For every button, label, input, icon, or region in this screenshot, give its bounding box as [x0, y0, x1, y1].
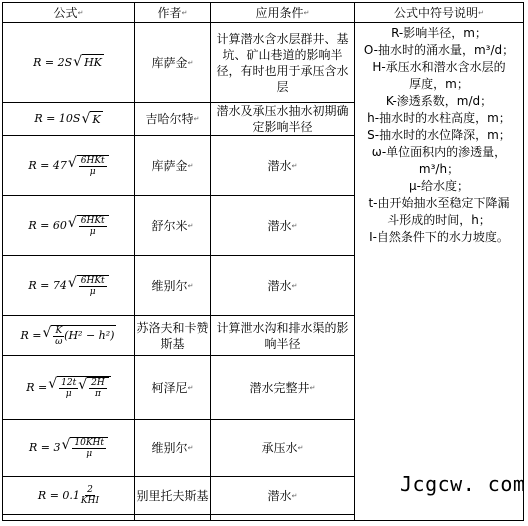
symbol-line: μ-给水度；: [409, 179, 469, 193]
author-cell: 吉哈尔特↵: [135, 103, 211, 136]
conditions-cell: 潜水↵: [211, 196, 355, 256]
header-row: [3, 3, 524, 23]
author-cell: 别里托夫斯基: [135, 477, 211, 515]
formula: R = √ $\frac{12t}{\mu}$ √ $\frac{2H}{\pi}$: [26, 376, 111, 399]
formula-table: [2, 2, 524, 521]
conditions-cell: 潜水↵: [211, 477, 355, 515]
formula-cell: [3, 136, 135, 196]
conditions-cell: 潜水及承压水抽水初期确定影响半径: [211, 103, 355, 136]
table-row: [3, 23, 524, 103]
watermark: Jcgcw. com: [400, 472, 526, 496]
conditions-cell: 计算潜水含水层群井、基坑、矿山巷道的影响半径，有时也用于承压含水层: [211, 23, 355, 103]
author-cell: 舒尔米↵: [135, 196, 211, 256]
symbol-line: R-影响半径，m；: [391, 26, 487, 40]
formula-cell: [3, 420, 135, 477]
formula: R = 74 √ $\frac{\text{6HKt}}{\mu}$: [28, 275, 108, 297]
header-conditions: 应用条件↵: [211, 3, 355, 23]
formula: R = 47 √ $\frac{\text{6HKt}}{\mu}$: [28, 155, 108, 177]
conditions-cell: 计算泄水沟和排水渠的影响半径: [211, 316, 355, 356]
conditions-cell: 承压水↵: [211, 420, 355, 477]
conditions-cell: 潜水↵: [211, 256, 355, 316]
symbol-line: h-抽水时的水柱高度，m；: [367, 111, 511, 125]
formula: R = 10S √ K: [34, 110, 101, 127]
formula-cell: [3, 477, 135, 515]
symbol-line: 厚度，m；: [409, 77, 469, 91]
symbol-line: ω-单位面积内的渗透量，: [371, 145, 507, 159]
header-formula: 公式↵: [3, 3, 135, 23]
formula: R = 3 √ $\frac{\text{10KHt}}{\mu}$: [29, 437, 108, 459]
formula-cell: [3, 356, 135, 420]
author-cell: 苏洛夫和卡赞斯基: [135, 316, 211, 356]
empty-cell: [3, 515, 135, 521]
symbol-line: K-渗透系数，m/d；: [385, 94, 493, 108]
symbol-line: m³/h；: [418, 162, 460, 176]
symbol-line: O-抽水时的涌水量，m³/d；: [363, 43, 515, 57]
symbol-line: H-承压水和潜水含水层的: [372, 60, 506, 74]
formula-cell: [3, 316, 135, 356]
formula-cell: [3, 103, 135, 136]
formula: R = √ $\frac{K}{\omega}$ (H² − h²): [20, 324, 115, 347]
formula-cell: [3, 256, 135, 316]
header-author: 作者↵: [135, 3, 211, 23]
formula-cell: [3, 196, 135, 256]
symbol-line: t-由开始抽水至稳定下降漏: [368, 196, 510, 210]
conditions-cell: 潜水↵: [211, 136, 355, 196]
formula: R = 2S √ HK: [33, 54, 102, 71]
symbol-line: I-自然条件下的水力坡度。: [369, 230, 509, 244]
empty-cell: [211, 515, 355, 521]
symbol-line: S-抽水时的水位降深，m；: [367, 128, 511, 142]
formula-cell: [3, 23, 135, 103]
author-cell: 库萨金↵: [135, 23, 211, 103]
author-cell: 柯泽尼↵: [135, 356, 211, 420]
header-symbols: 公式中符号说明↵: [355, 3, 524, 23]
conditions-cell: 潜水完整井↵: [211, 356, 355, 420]
formula: R = 0.1 $\frac{2}{\text{KHI}}$: [37, 485, 100, 506]
empty-cell: [135, 515, 211, 521]
symbol-line: 斗形成的时间，h；: [387, 213, 491, 227]
formula: R = 60 √ $\frac{\text{6HKt}}{\mu}$: [28, 215, 108, 237]
author-cell: 维别尔↵: [135, 420, 211, 477]
symbols-cell: [355, 23, 524, 521]
author-cell: 库萨金↵: [135, 136, 211, 196]
author-cell: 维别尔↵: [135, 256, 211, 316]
